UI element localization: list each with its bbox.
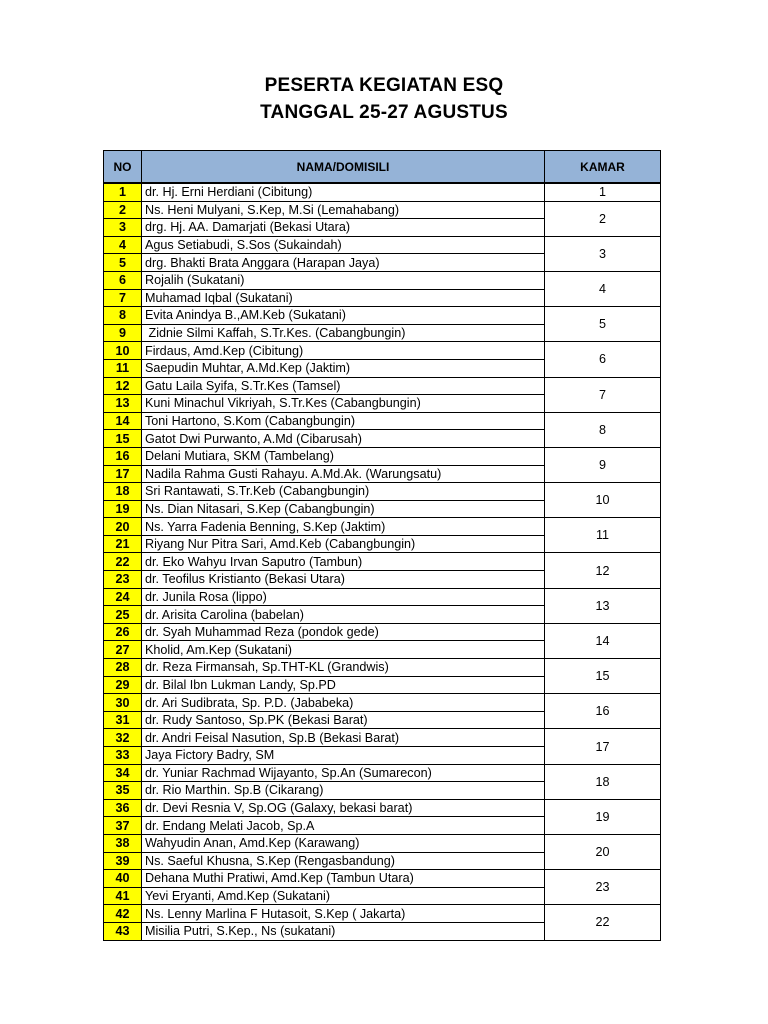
table-row (104, 271, 661, 289)
participant-name: Ns. Yarra Fadenia Benning, S.Kep (Jaktim) (142, 518, 545, 536)
header-kamar: KAMAR (545, 151, 661, 184)
table-row (104, 447, 661, 465)
room-number: 14 (545, 623, 661, 658)
table-row (104, 483, 661, 501)
table-row (104, 905, 661, 923)
row-number: 32 (104, 729, 142, 747)
row-number: 43 (104, 922, 142, 940)
page-subtitle: TANGGAL 25-27 AGUSTUS (260, 102, 508, 123)
row-number: 21 (104, 535, 142, 553)
room-number: 8 (545, 412, 661, 447)
row-number: 18 (104, 483, 142, 501)
participant-name: dr. Endang Melati Jacob, Sp.A (142, 817, 545, 835)
row-number: 28 (104, 659, 142, 677)
participant-name: Gatot Dwi Purwanto, A.Md (Cibarusah) (142, 430, 545, 448)
row-number: 7 (104, 289, 142, 307)
table-row (104, 764, 661, 782)
participant-name: Rojalih (Sukatani) (142, 271, 545, 289)
participant-name: Dehana Muthi Pratiwi, Amd.Kep (Tambun Utara) (142, 870, 545, 888)
header-name: NAMA/DOMISILI (142, 151, 545, 184)
row-number: 26 (104, 623, 142, 641)
row-number: 12 (104, 377, 142, 395)
row-number: 20 (104, 518, 142, 536)
room-number: 12 (545, 553, 661, 588)
room-number: 7 (545, 377, 661, 412)
participant-name: Sri Rantawati, S.Tr.Keb (Cabangbungin) (142, 483, 545, 501)
table-row (104, 870, 661, 888)
row-number: 42 (104, 905, 142, 923)
row-number: 33 (104, 747, 142, 765)
room-number: 3 (545, 236, 661, 271)
participant-name: Riyang Nur Pitra Sari, Amd.Keb (Cabangbungin) (142, 535, 545, 553)
participant-name: dr. Arisita Carolina (babelan) (142, 606, 545, 624)
header-no: NO (104, 151, 142, 184)
participant-name: Firdaus, Amd.Kep (Cibitung) (142, 342, 545, 360)
row-number: 13 (104, 395, 142, 413)
participant-name: dr. Junila Rosa (lippo) (142, 588, 545, 606)
participant-name: Gatu Laila Syifa, S.Tr.Kes (Tamsel) (142, 377, 545, 395)
participant-name: Nadila Rahma Gusti Rahayu. A.Md.Ak. (Warungsatu) (142, 465, 545, 483)
row-number: 29 (104, 676, 142, 694)
room-number: 9 (545, 447, 661, 482)
room-number: 23 (545, 870, 661, 905)
room-number: 19 (545, 799, 661, 834)
participant-name: Saepudin Muhtar, A.Md.Kep (Jaktim) (142, 359, 545, 377)
participant-name: dr. Rio Marthin. Sp.B (Cikarang) (142, 782, 545, 800)
participant-name: dr. Bilal Ibn Lukman Landy, Sp.PD (142, 676, 545, 694)
participant-name: Misilia Putri, S.Kep., Ns (sukatani) (142, 922, 545, 940)
row-number: 6 (104, 271, 142, 289)
participant-name: Kuni Minachul Vikriyah, S.Tr.Kes (Cabangbungin) (142, 395, 545, 413)
participant-name: Delani Mutiara, SKM (Tambelang) (142, 447, 545, 465)
row-number: 1 (104, 183, 142, 201)
participant-name: Toni Hartono, S.Kom (Cabangbungin) (142, 412, 545, 430)
participant-name: drg. Bhakti Brata Anggara (Harapan Jaya) (142, 254, 545, 272)
row-number: 31 (104, 711, 142, 729)
participant-name: drg. Hj. AA. Damarjati (Bekasi Utara) (142, 219, 545, 237)
row-number: 38 (104, 834, 142, 852)
room-number: 10 (545, 483, 661, 518)
participant-name: dr. Yuniar Rachmad Wijayanto, Sp.An (Sumarecon) (142, 764, 545, 782)
participant-name: Yevi Eryanti, Amd.Kep (Sukatani) (142, 887, 545, 905)
row-number: 9 (104, 324, 142, 342)
room-number: 16 (545, 694, 661, 729)
participant-name: Ns. Lenny Marlina F Hutasoit, S.Kep ( Jakarta) (142, 905, 545, 923)
row-number: 17 (104, 465, 142, 483)
room-number: 15 (545, 659, 661, 694)
table-row (104, 659, 661, 677)
row-number: 22 (104, 553, 142, 571)
room-number: 1 (545, 183, 661, 201)
row-number: 36 (104, 799, 142, 817)
participants-table (103, 150, 661, 941)
row-number: 15 (104, 430, 142, 448)
room-number: 6 (545, 342, 661, 377)
participant-name: Ns. Dian Nitasari, S.Kep (Cabangbungin) (142, 500, 545, 518)
row-number: 41 (104, 887, 142, 905)
row-number: 8 (104, 307, 142, 325)
row-number: 24 (104, 588, 142, 606)
table-row (104, 201, 661, 219)
room-number: 18 (545, 764, 661, 799)
table-row (104, 412, 661, 430)
row-number: 3 (104, 219, 142, 237)
row-number: 23 (104, 571, 142, 589)
row-number: 35 (104, 782, 142, 800)
row-number: 30 (104, 694, 142, 712)
room-number: 4 (545, 271, 661, 306)
room-number: 5 (545, 307, 661, 342)
participant-name: dr. Rudy Santoso, Sp.PK (Bekasi Barat) (142, 711, 545, 729)
participant-name: Zidnie Silmi Kaffah, S.Tr.Kes. (Cabangbungin) (142, 324, 545, 342)
row-number: 10 (104, 342, 142, 360)
table-row (104, 623, 661, 641)
room-number: 11 (545, 518, 661, 553)
row-number: 19 (104, 500, 142, 518)
participant-name: Muhamad Iqbal (Sukatani) (142, 289, 545, 307)
participant-name: Evita Anindya B.,AM.Keb (Sukatani) (142, 307, 545, 325)
row-number: 40 (104, 870, 142, 888)
participant-name: dr. Eko Wahyu Irvan Saputro (Tambun) (142, 553, 545, 571)
table-row (104, 588, 661, 606)
table-row (104, 377, 661, 395)
table-row (104, 183, 661, 201)
table-row (104, 799, 661, 817)
row-number: 16 (104, 447, 142, 465)
row-number: 27 (104, 641, 142, 659)
row-number: 37 (104, 817, 142, 835)
table-row (104, 729, 661, 747)
table-row (104, 694, 661, 712)
room-number: 17 (545, 729, 661, 764)
row-number: 5 (104, 254, 142, 272)
participant-name: Ns. Heni Mulyani, S.Kep, M.Si (Lemahabang) (142, 201, 545, 219)
table-header-row (104, 151, 661, 184)
participant-name: dr. Devi Resnia V, Sp.OG (Galaxy, bekasi barat) (142, 799, 545, 817)
room-number: 22 (545, 905, 661, 940)
row-number: 4 (104, 236, 142, 254)
participant-name: Wahyudin Anan, Amd.Kep (Karawang) (142, 834, 545, 852)
table-row (104, 518, 661, 536)
row-number: 34 (104, 764, 142, 782)
participant-name: Kholid, Am.Kep (Sukatani) (142, 641, 545, 659)
participant-name: dr. Andri Feisal Nasution, Sp.B (Bekasi Barat) (142, 729, 545, 747)
participant-name: dr. Ari Sudibrata, Sp. P.D. (Jababeka) (142, 694, 545, 712)
row-number: 14 (104, 412, 142, 430)
table-row (104, 553, 661, 571)
room-number: 13 (545, 588, 661, 623)
table-body (104, 183, 661, 940)
row-number: 39 (104, 852, 142, 870)
participant-name: dr. Reza Firmansah, Sp.THT-KL (Grandwis) (142, 659, 545, 677)
table-row (104, 342, 661, 360)
page-title: PESERTA KEGIATAN ESQ (264, 75, 504, 96)
participant-name: Ns. Saeful Khusna, S.Kep (Rengasbandung) (142, 852, 545, 870)
room-number: 20 (545, 834, 661, 869)
row-number: 11 (104, 359, 142, 377)
participant-name: dr. Syah Muhammad Reza (pondok gede) (142, 623, 545, 641)
participant-name: dr. Teofilus Kristianto (Bekasi Utara) (142, 571, 545, 589)
table-row (104, 834, 661, 852)
room-number: 2 (545, 201, 661, 236)
row-number: 25 (104, 606, 142, 624)
participant-name: Agus Setiabudi, S.Sos (Sukaindah) (142, 236, 545, 254)
table-row (104, 236, 661, 254)
table-row (104, 307, 661, 325)
participant-name: Jaya Fictory Badry, SM (142, 747, 545, 765)
participant-name: dr. Hj. Erni Herdiani (Cibitung) (142, 183, 545, 201)
row-number: 2 (104, 201, 142, 219)
